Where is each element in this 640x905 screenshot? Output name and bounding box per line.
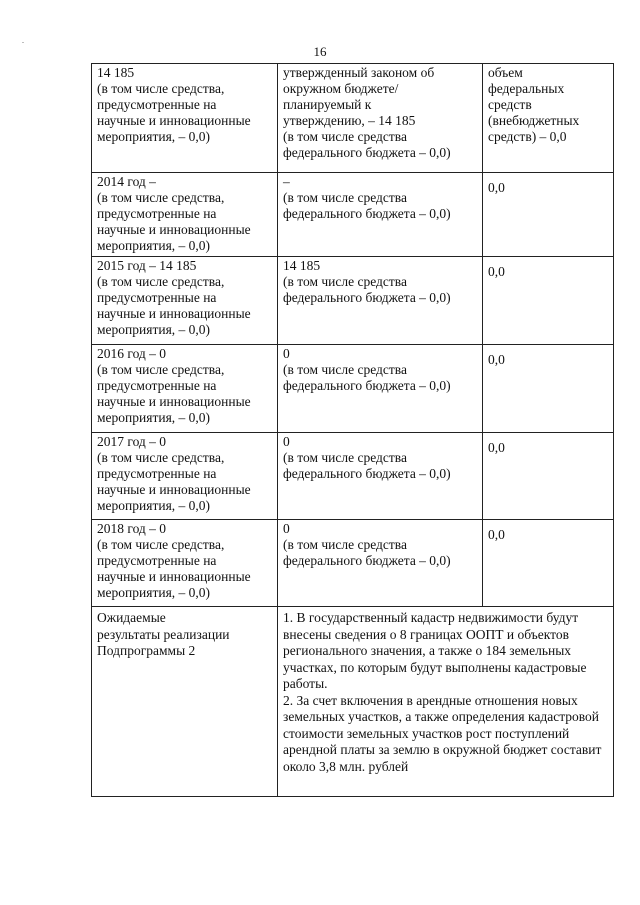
cell-text: 0,0 [488, 527, 505, 542]
federal-funds-cell [483, 173, 614, 257]
cell-text: 0 (в том числе средства федерального бюджета – 0,0) [283, 434, 451, 481]
scan-mark: . [22, 36, 24, 45]
table-row [92, 173, 614, 257]
cell-text: 14 185 (в том числе средства федерального бюджета – 0,0) [283, 258, 451, 305]
cell-text: 0 (в том числе средства федерального бюджета – 0,0) [283, 521, 451, 568]
table-row [92, 64, 614, 173]
district-budget-cell [278, 345, 483, 433]
cell-text: 2016 год – 0 (в том числе средства, предусмотренные на научные и инновационные мероприятия, – 0,0) [97, 346, 251, 425]
cell-text: Ожидаемые результаты реализации Подпрограммы 2 [97, 610, 230, 658]
federal-funds-cell [483, 345, 614, 433]
district-budget-cell [278, 433, 483, 520]
cell-text: 14 185 (в том числе средства, предусмотренные на научные и инновационные мероприятия, – 0,0) [97, 65, 251, 144]
cell-text: 0,0 [488, 264, 505, 279]
page-number: 16 [313, 44, 327, 59]
table-row [92, 520, 614, 607]
cell-text: 0,0 [488, 440, 505, 455]
cell-text: утвержденный законом об окружном бюджете/ планируемый к утверждению, – 14 185 (в том числе средства федерального бюджета – 0,0) [283, 65, 451, 160]
federal-funds-cell [483, 257, 614, 345]
district-budget-cell [278, 520, 483, 607]
table-row [92, 345, 614, 433]
federal-funds-cell [483, 520, 614, 607]
cell-text: 0 (в том числе средства федерального бюджета – 0,0) [283, 346, 451, 393]
cell-text: 2014 год – (в том числе средства, предусмотренные на научные и инновационные мероприятия, – 0,0) [97, 174, 251, 253]
cell-text: – (в том числе средства федерального бюджета – 0,0) [283, 174, 451, 221]
district-budget-cell [278, 173, 483, 257]
cell-text: объем федеральных средств (внебюджетных средств) – 0,0 [488, 65, 580, 144]
district-budget-cell [278, 257, 483, 345]
cell-text: 1. В государственный кадастр недвижимости будут внесены сведения о 8 границах ООПТ и объектов регионального значения, а также о 184 земельных участках, по которым будут выполнены кадастровые работы. 2. За счет включения в арендные отношения новых земельных участков, а также определения кадастровой стоимости земельных участков рост поступлений арендной платы за землю в окружной бюджет составит около 3,8 млн. рублей [283, 610, 602, 774]
table-row [92, 257, 614, 345]
year-cell [92, 345, 278, 433]
cell-text: 2015 год – 14 185 (в том числе средства, предусмотренные на научные и инновационные мероприятия, – 0,0) [97, 258, 251, 337]
total-cell [92, 64, 278, 173]
results-label-cell [92, 607, 278, 797]
cell-text: 0,0 [488, 180, 505, 195]
table-row [92, 607, 614, 797]
district-budget-cell [278, 64, 483, 173]
cell-text: 2018 год – 0 (в том числе средства, предусмотренные на научные и инновационные мероприятия, – 0,0) [97, 521, 251, 600]
federal-funds-cell [483, 433, 614, 520]
cell-text: 2017 год – 0 (в том числе средства, предусмотренные на научные и инновационные мероприятия, – 0,0) [97, 434, 251, 513]
year-cell [92, 257, 278, 345]
year-cell [92, 520, 278, 607]
results-text-cell [278, 607, 614, 797]
cell-text: 0,0 [488, 352, 505, 367]
federal-funds-cell [483, 64, 614, 173]
year-cell [92, 433, 278, 520]
table-row [92, 433, 614, 520]
financing-table [91, 63, 614, 797]
year-cell [92, 173, 278, 257]
